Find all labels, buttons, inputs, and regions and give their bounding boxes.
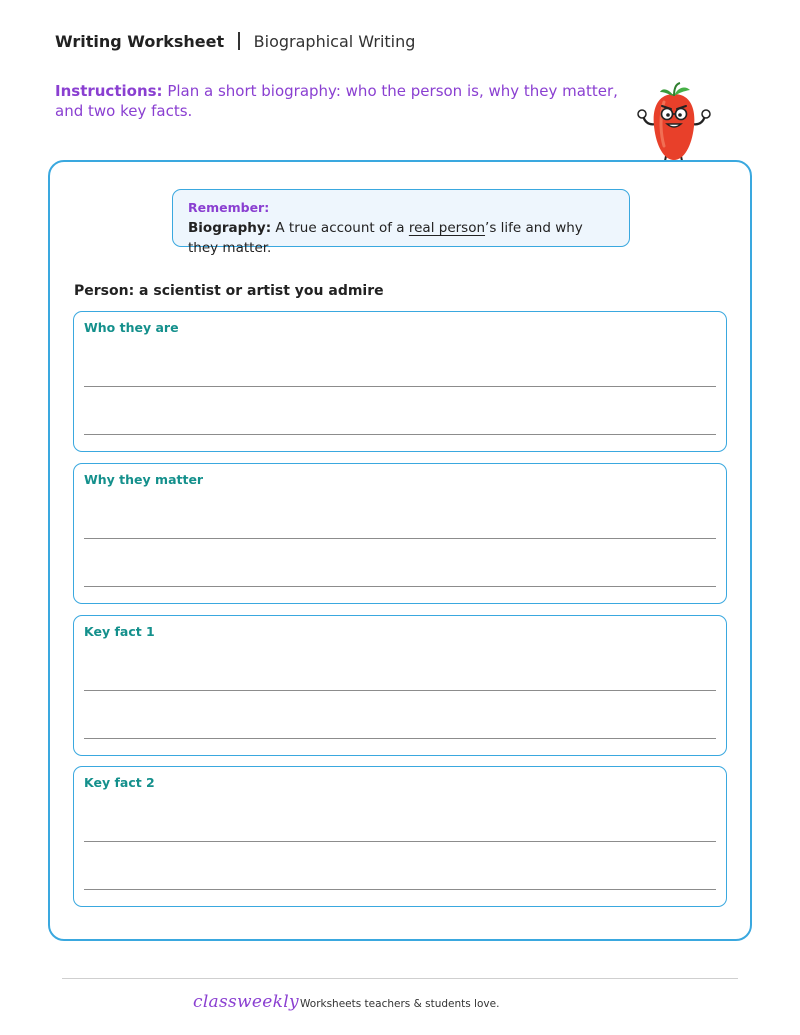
definition-text-start: A true account of a <box>271 220 409 236</box>
chili-pepper-mascot-icon <box>634 80 714 170</box>
footer-divider <box>62 978 738 979</box>
instructions <box>55 81 625 121</box>
writing-line[interactable] <box>84 841 716 842</box>
worksheet-header <box>55 30 415 52</box>
person-prompt: Person: a scientist or artist you admire <box>74 283 384 299</box>
answer-box-label: Why they matter <box>84 472 204 487</box>
instructions-text: Plan a short biography: who the person is, why they matter, and two key facts. <box>55 82 618 120</box>
writing-line[interactable] <box>84 586 716 587</box>
remember-definition <box>188 218 614 258</box>
instructions-label: Instructions: <box>55 82 163 100</box>
definition-text-end: ’s life and why they matter. <box>188 220 583 256</box>
writing-line[interactable] <box>84 538 716 539</box>
header-divider <box>238 32 240 50</box>
answer-box-why-they-matter <box>73 463 727 604</box>
answer-box-who-they-are <box>73 311 727 452</box>
remember-box <box>172 189 630 256</box>
brand-logo: classweekly <box>193 992 299 1012</box>
writing-line[interactable] <box>84 434 716 435</box>
footer-tagline: Worksheets teachers & students love. <box>300 998 500 1010</box>
writing-line[interactable] <box>84 386 716 387</box>
writing-line[interactable] <box>84 690 716 691</box>
writing-line[interactable] <box>84 738 716 739</box>
answer-box-label: Key fact 1 <box>84 624 155 639</box>
answer-box-key-fact-1 <box>73 615 727 756</box>
definition-underlined-text: real person <box>408 220 486 236</box>
definition-term: Biography: <box>188 220 272 236</box>
answer-box-label: Who they are <box>84 320 179 335</box>
answer-box-label: Key fact 2 <box>84 775 155 790</box>
worksheet-title: Writing Worksheet <box>55 31 225 51</box>
remember-title: Remember: <box>188 200 270 215</box>
writing-line[interactable] <box>84 889 716 890</box>
answer-box-key-fact-2 <box>73 766 727 907</box>
worksheet-subtitle: Biographical Writing <box>253 31 416 51</box>
